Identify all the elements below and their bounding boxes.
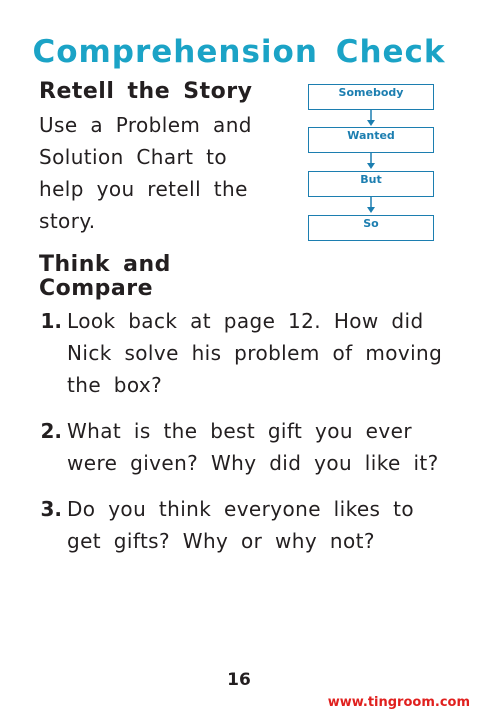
question-1-line-1: Look back at page 12. How did	[67, 309, 424, 333]
retell-line-2: Solution Chart to	[39, 145, 228, 169]
question-2-line-2: were given? Why did you like it?	[67, 451, 439, 475]
page-title: Comprehension Check	[32, 34, 446, 70]
page-number: 16	[227, 670, 251, 690]
think-heading-line-1: Think and	[39, 252, 171, 277]
question-1-line-3: the box?	[67, 373, 163, 397]
retell-heading: Retell the Story	[39, 79, 253, 104]
question-3-line-2: get gifts? Why or why not?	[67, 529, 375, 553]
down-arrow-icon	[365, 110, 377, 126]
watermark-link[interactable]: www.tingroom.com	[327, 695, 470, 710]
question-3-line-1: Do you think everyone likes to	[67, 497, 415, 521]
chart-box-somebody: Somebody	[308, 84, 434, 110]
retell-line-4: story.	[39, 209, 96, 233]
problem-solution-chart	[308, 84, 438, 246]
down-arrow-icon	[365, 153, 377, 169]
chart-box-wanted: Wanted	[308, 127, 434, 153]
retell-line-3: help you retell the	[39, 177, 248, 201]
question-3-number: 3.	[40, 497, 62, 521]
question-1-number: 1.	[40, 309, 62, 333]
down-arrow-icon	[365, 197, 377, 213]
think-heading-line-2: Compare	[39, 276, 154, 301]
question-1-line-2: Nick solve his problem of moving	[67, 341, 443, 365]
retell-line-1: Use a Problem and	[39, 113, 252, 137]
question-2-number: 2.	[40, 419, 62, 443]
chart-box-so: So	[308, 215, 434, 241]
question-2-line-1: What is the best gift you ever	[67, 419, 412, 443]
chart-box-but: But	[308, 171, 434, 197]
